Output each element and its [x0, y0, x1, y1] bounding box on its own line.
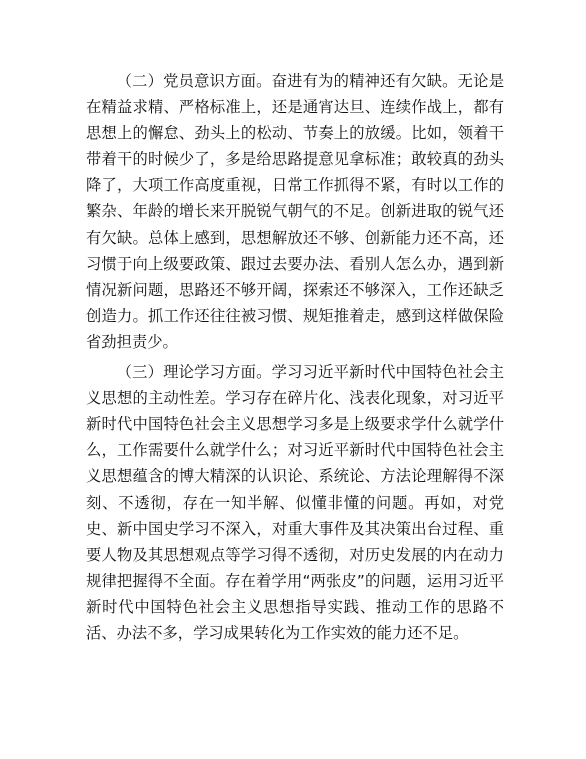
document-body	[86, 68, 504, 646]
paragraph-theory-study: （三）理论学习方面。学习习近平新时代中国特色社会主义思想的主动性差。学习存在碎片化、浅表化现象，对习近平新时代中国特色社会主义思想学习多是上级要求学什么就学什么，工作需要什么就学什么；对习近平新时代中国特色社会主义思想蕴含的博大精深的认识论、系统论、方法论理解得不深刻、不透彻，存在一知半解、似懂非懂的问题。再如，对党史、新中国史学习不深入，对重大事件及其决策出台过程、重要人物及其思想观点等学习得不透彻，对历史发展的内在动力规律把握得不全面。存在着学用“两张皮”的问题，运用习近平新时代中国特色社会主义思想指导实践、推动工作的思路不活、办法不多，学习成果转化为工作实效的能力还不足。	[86, 363, 504, 642]
paragraph-party-awareness: （二）党员意识方面。奋进有为的精神还有欠缺。无论是在精益求精、严格标准上，还是通宵达旦、连续作战上，都有思想上的懈怠、劲头上的松动、节奏上的放缓。比如，领着干带着干的时候少了，多是给思路提意见拿标准；敢较真的劲头降了，大项工作高度重视，日常工作抓得不紧，有时以工作的繁杂、年龄的增长来开脱锐气朝气的不足。创新进取的锐气还有欠缺。总体上感到，思想解放还不够、创新能力还不高，还习惯于向上级要政策、跟过去要办法、看别人怎么办，遇到新情况新问题，思路还不够开阔，探索还不够深入，工作还缺乏创造力。抓工作还往往被习惯、规矩推着走，感到这样做保险省劲担责少。	[86, 72, 504, 351]
